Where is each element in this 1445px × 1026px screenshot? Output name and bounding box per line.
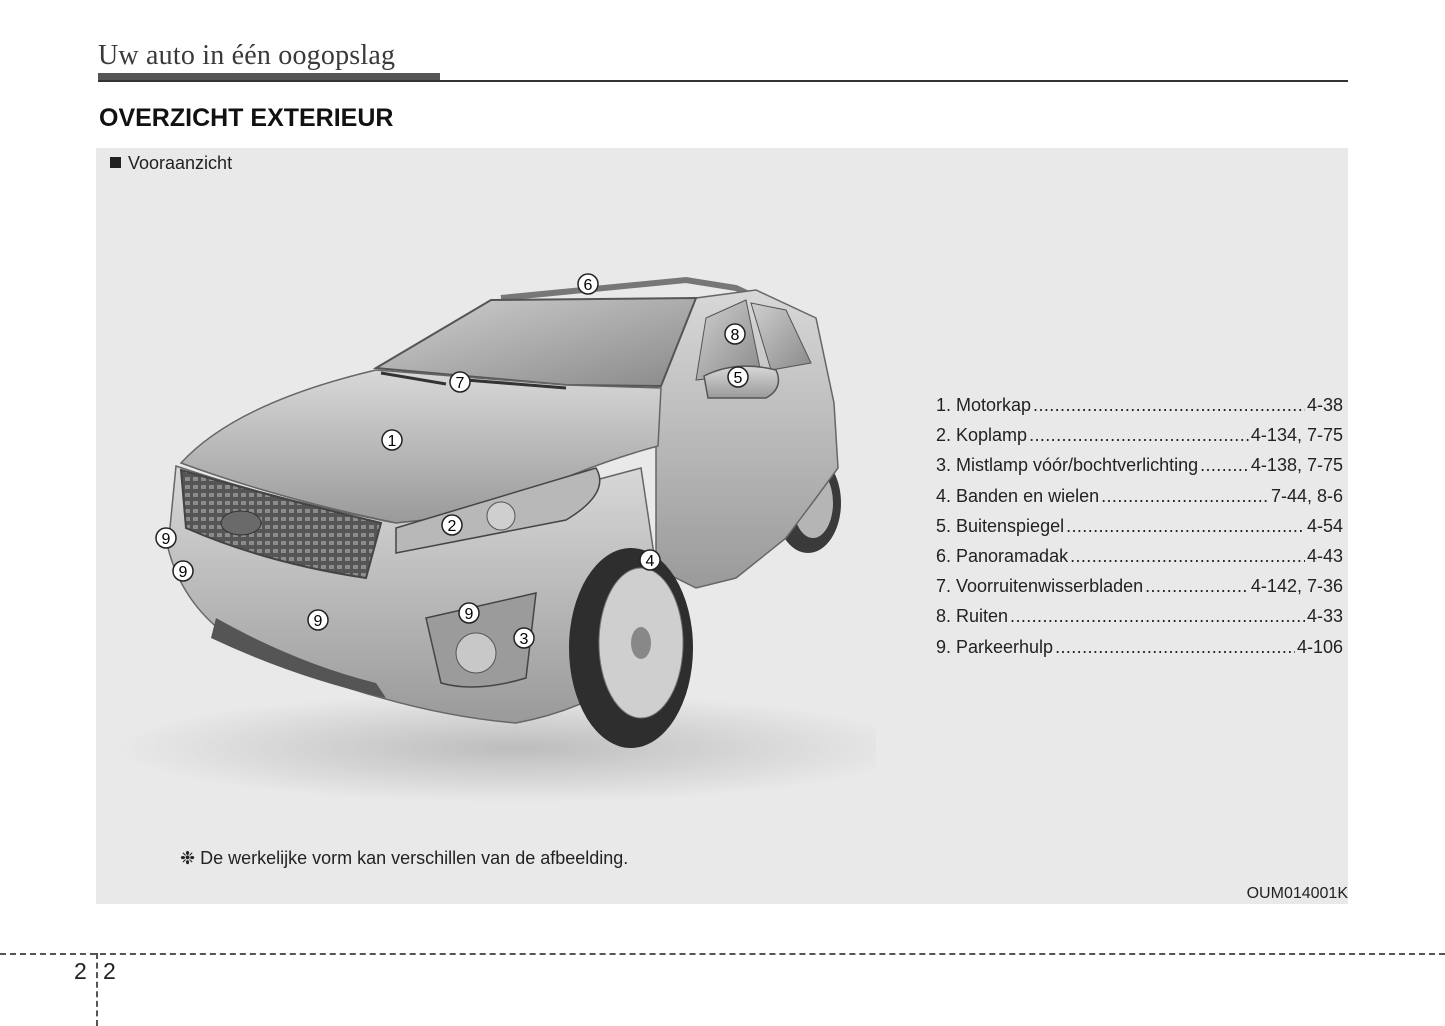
header-accent-bar (98, 73, 440, 80)
callout-9d (459, 603, 479, 623)
callout-9c (308, 610, 328, 630)
callout-1 (382, 430, 402, 450)
svg-text:8: 8 (730, 327, 740, 344)
svg-text:6: 6 (583, 277, 593, 294)
parts-legend (936, 395, 1343, 667)
svg-text:9: 9 (464, 606, 474, 623)
legend-item: 1. Motorkap ..... 4-38 (936, 395, 1343, 425)
callout-5 (728, 367, 748, 387)
header-rule (98, 80, 1348, 82)
footer-vertical-divider (96, 953, 98, 1026)
view-label-text: Vooraanzicht (128, 153, 233, 173)
chapter-header-title: Uw auto in één oogopslag (98, 40, 396, 71)
legend-item: 7. Voorruitenwisserbladen ..... 4-142, 7-36 (936, 576, 1343, 606)
page-number: 2 (103, 958, 116, 984)
figure-panel (96, 148, 1348, 904)
svg-text:2: 2 (447, 518, 457, 535)
legend-item: 6. Panoramadak ..... 4-43 (936, 546, 1343, 576)
legend-item: 3. Mistlamp vóór/bochtverlichting ..... 4-138, 7-75 (936, 455, 1343, 485)
svg-text:5: 5 (733, 370, 743, 387)
callout-2 (442, 515, 462, 535)
svg-text:9: 9 (178, 564, 188, 581)
callout-9a (156, 528, 176, 548)
figure-note: ❉ De werkelijke vorm kan verschillen van de afbeelding. (180, 848, 629, 868)
callout-6 (578, 274, 598, 294)
callout-3 (514, 628, 534, 648)
callout-4 (640, 550, 660, 570)
legend-item: 9. Parkeerhulp ..... 4-106 (936, 637, 1343, 667)
legend-item: 4. Banden en wielen ..... 7-44, 8-6 (936, 486, 1343, 516)
svg-text:9: 9 (161, 531, 171, 548)
chapter-number: 2 (74, 958, 87, 984)
svg-text:4: 4 (645, 553, 655, 570)
callout-8 (725, 324, 745, 344)
callout-9b (173, 561, 193, 581)
legend-item: 5. Buitenspiegel ..... 4-54 (936, 516, 1343, 546)
svg-text:9: 9 (313, 613, 323, 630)
car-illustration (96, 148, 876, 828)
svg-text:7: 7 (455, 375, 465, 392)
svg-text:1: 1 (387, 433, 397, 450)
footer-divider (0, 953, 1445, 955)
legend-item: 2. Koplamp ..... 4-134, 7-75 (936, 425, 1343, 455)
figure-code: OUM014001K (1246, 885, 1348, 902)
legend-item: 8. Ruiten ..... 4-33 (936, 606, 1343, 636)
callout-7 (450, 372, 470, 392)
section-title: OVERZICHT EXTERIEUR (99, 104, 394, 132)
svg-text:3: 3 (519, 631, 529, 648)
